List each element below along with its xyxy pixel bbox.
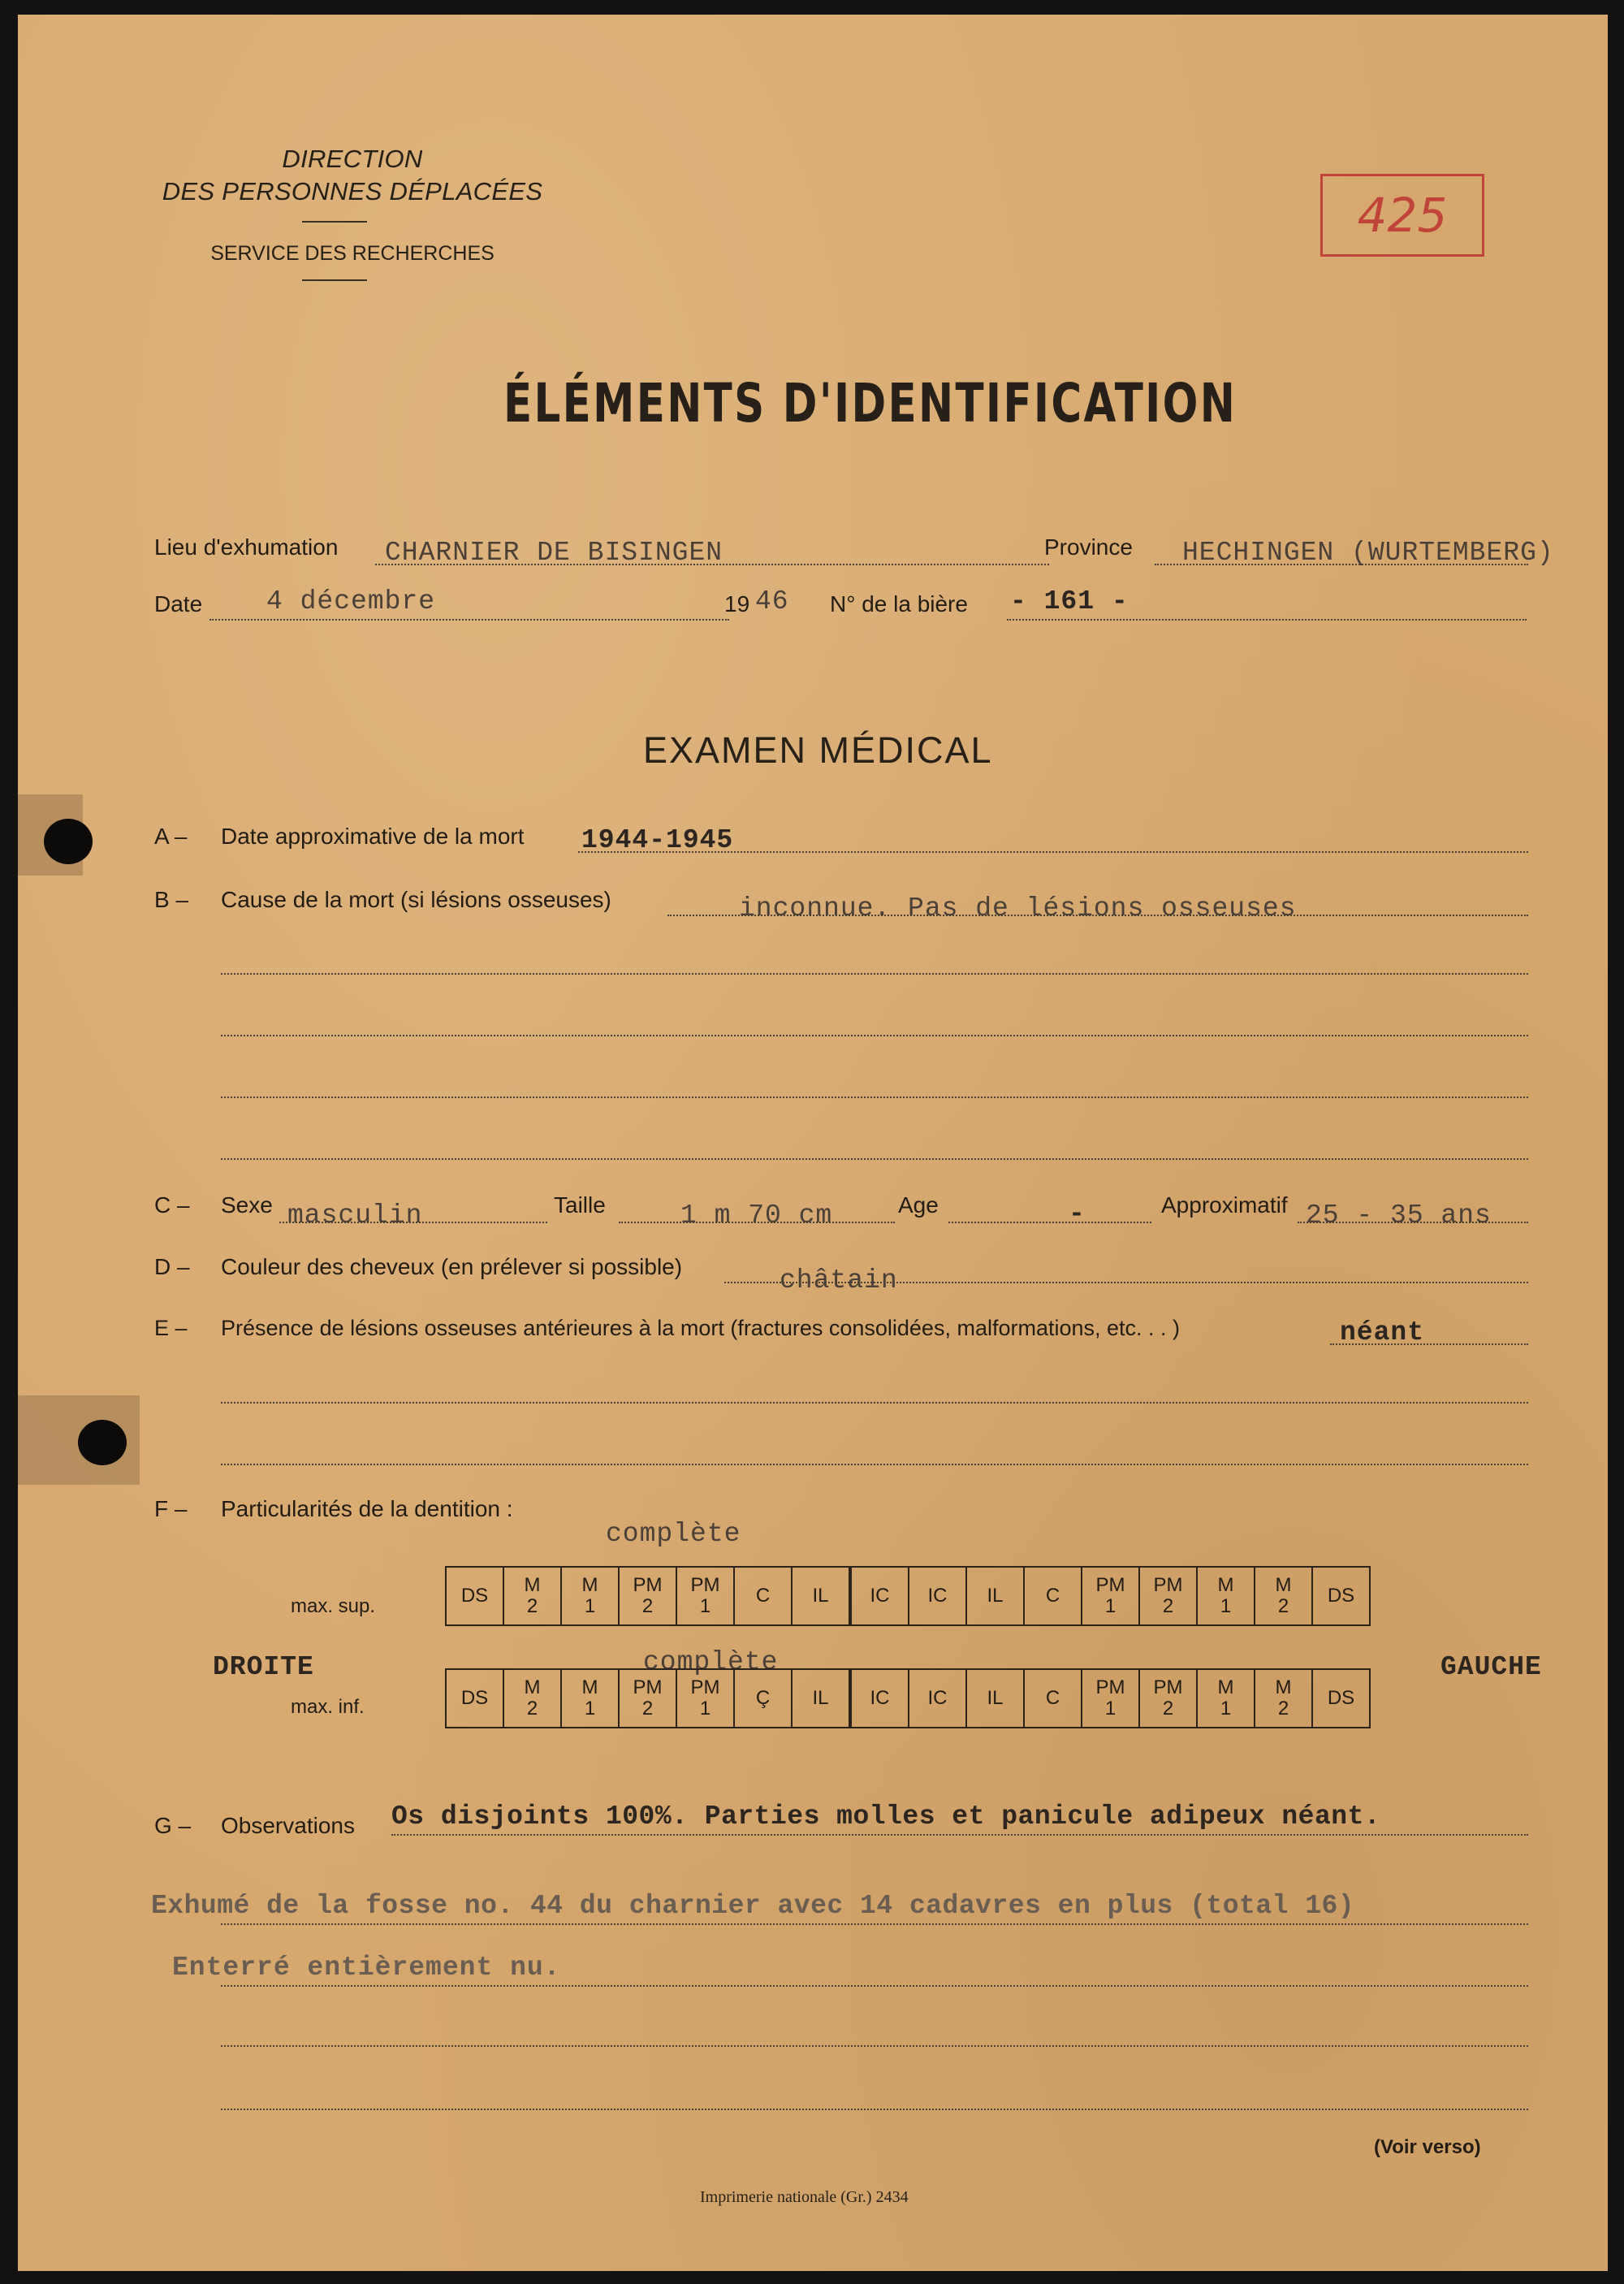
tooth-code: M [1275,1676,1292,1698]
tooth-cell [850,1669,909,1728]
lieu-value: CHARNIER DE BISINGEN [385,538,723,568]
tooth-code: PM [690,1574,720,1596]
section-b-dotline-2 [221,973,1528,975]
age-label: Age [898,1192,939,1218]
age-value: - [1069,1199,1086,1229]
section-e-value: néant [1340,1317,1425,1347]
lower-teeth-row [446,1669,1370,1728]
taille-value: 1 m 70 cm [680,1200,833,1231]
header-direction: DIRECTION [282,145,423,173]
tooth-number: 1 [699,1698,711,1719]
exam-title: EXAMEN MÉDICAL [643,729,993,771]
tooth-number: 1 [584,1698,596,1719]
tooth-cell [1197,1669,1255,1728]
tooth-code: IL [812,1585,829,1607]
section-g-dotline-5 [221,2109,1528,2110]
tooth-cell [446,1669,503,1728]
lower-dentition-note: complète [643,1647,779,1677]
tooth-cell [446,1567,503,1625]
tooth-code: DS [1327,1687,1355,1709]
tooth-number: 1 [1220,1698,1232,1719]
tooth-number: 2 [1162,1595,1174,1617]
tooth-code: IC [927,1687,948,1709]
section-e-dotline-2 [221,1402,1528,1404]
sexe-label: Sexe [221,1192,273,1218]
sexe-value: masculin [287,1200,423,1231]
section-g-dotline-3 [221,1985,1528,1987]
section-b-label: Cause de la mort (si lésions osseuses) [221,887,611,912]
province-value: HECHINGEN (WURTEMBERG) [1182,538,1554,568]
binder-hole-upper [44,819,93,864]
section-a-letter: A – [154,824,188,849]
observation-line-2: Exhumé de la fosse no. 44 du charnier avec 14 cadavres en plus (total 16) [151,1891,1355,1921]
section-d-value: châtain [780,1265,898,1296]
section-g-dotline-1 [391,1834,1528,1836]
approximatif-label: Approximatif [1161,1192,1288,1218]
tooth-cell [1024,1567,1082,1625]
header-rule-2 [302,279,367,281]
tooth-code: C [1045,1585,1060,1607]
tooth-cell [561,1567,619,1625]
biere-label: N° de la bière [830,591,968,616]
section-e-dotline-3 [221,1464,1528,1465]
section-b-value: inconnue. Pas de lésions osseuses [739,893,1297,924]
stamp-number: 425 [1320,174,1484,257]
approximatif-value: 25 - 35 ans [1306,1200,1492,1231]
tooth-code: IL [987,1687,1004,1709]
tooth-cell [1139,1567,1197,1625]
section-d-label: Couleur des cheveux (en prélever si possible) [221,1254,683,1279]
tooth-number: 1 [699,1595,711,1617]
tooth-cell [966,1567,1024,1625]
age-dotline [948,1222,1151,1223]
gauche-label: GAUCHE [1440,1652,1542,1682]
tooth-cell [1082,1567,1139,1625]
tooth-code: M [1217,1574,1234,1596]
tooth-code: M [581,1676,598,1698]
tooth-number: 2 [641,1595,654,1617]
tooth-number: 2 [526,1595,538,1617]
tooth-code: C [1045,1687,1060,1709]
tooth-cell [676,1567,734,1625]
province-label: Province [1044,534,1133,560]
document-page [18,15,1608,2271]
tooth-code: C [755,1585,771,1607]
tooth-number: 2 [641,1698,654,1719]
tooth-cell [503,1669,561,1728]
tooth-code: IC [870,1687,890,1709]
tooth-code: M [581,1574,598,1596]
observation-line-1: Os disjoints 100%. Parties molles et panicule adipeux néant. [391,1802,1381,1832]
tooth-cell [619,1669,676,1728]
tooth-number: 2 [526,1698,538,1719]
tooth-number: 2 [1277,1698,1289,1719]
tooth-code: M [524,1676,541,1698]
tooth-number: 1 [1220,1595,1232,1617]
tooth-code: DS [460,1687,489,1709]
section-b-dotline-3 [221,1035,1528,1036]
tooth-cell [1312,1669,1370,1728]
tooth-cell [1255,1669,1312,1728]
taille-label: Taille [554,1192,606,1218]
tooth-cell [1139,1669,1197,1728]
tooth-code: PM [633,1676,663,1698]
tooth-cell [734,1567,792,1625]
tooth-cell [1197,1567,1255,1625]
header-rule-1 [302,221,367,223]
tooth-code: PM [1153,1574,1183,1596]
tooth-cell [850,1567,909,1625]
header-service: SERVICE DES RECHERCHES [210,242,495,265]
voir-verso: (Voir verso) [1374,2136,1481,2158]
tooth-code: IL [987,1585,1004,1607]
upper-dentition-note: complète [606,1519,741,1549]
tooth-code: M [524,1574,541,1596]
section-g-dotline-4 [221,2045,1528,2047]
tooth-code: DS [1327,1585,1355,1607]
tooth-cell [676,1669,734,1728]
tooth-cell [1312,1567,1370,1625]
header-personnes-deplacees: DES PERSONNES DÉPLACÉES [162,177,543,205]
section-b-dotline-5 [221,1158,1528,1160]
binder-hole-lower [78,1420,127,1465]
printer-footer: Imprimerie nationale (Gr.) 2434 [700,2188,909,2206]
tooth-cell [561,1669,619,1728]
biere-value: - 161 - [1010,586,1129,616]
section-d-letter: D – [154,1254,190,1279]
section-b-dotline-4 [221,1097,1528,1098]
observation-line-3: Enterré entièrement nu. [172,1953,561,1983]
date-value: 4 décembre [266,586,436,616]
section-g-letter: G – [154,1813,192,1838]
tooth-cell [792,1567,850,1625]
upper-teeth-row [446,1567,1370,1625]
tooth-code: IC [870,1585,890,1607]
section-c-letter: C – [154,1192,190,1218]
tooth-cell [792,1669,850,1728]
tooth-cell [503,1567,561,1625]
section-e-label: Présence de lésions osseuses antérieures à la mort (fractures consolidées, malformations, etc. . . ) [221,1316,1181,1340]
date-label: Date [154,591,203,616]
lower-jaw-label: max. inf. [291,1696,365,1718]
lieu-label: Lieu d'exhumation [154,534,339,560]
tooth-code: PM [1095,1676,1125,1698]
tooth-cell [734,1669,792,1728]
tooth-cell [1255,1567,1312,1625]
biere-dotline [1007,619,1527,621]
section-f-label: Particularités de la dentition : [221,1496,513,1521]
lower-teeth-chart [445,1668,1371,1728]
tooth-code: PM [1153,1676,1183,1698]
tooth-number: 1 [584,1595,596,1617]
tooth-code: IL [812,1687,829,1709]
droite-label: DROITE [213,1652,314,1682]
section-g-label: Observations [221,1813,355,1838]
tooth-cell [909,1567,966,1625]
tooth-number: 2 [1277,1595,1289,1617]
tooth-code: PM [633,1574,663,1596]
tooth-code: M [1217,1676,1234,1698]
tooth-number: 1 [1104,1595,1116,1617]
section-e-letter: E – [154,1316,188,1340]
section-f-letter: F – [154,1496,188,1521]
upper-teeth-chart [445,1566,1371,1626]
upper-jaw-label: max. sup. [291,1595,376,1617]
section-g-dotline-2 [221,1923,1528,1925]
tooth-cell [1082,1669,1139,1728]
section-a-label: Date approximative de la mort [221,824,525,849]
section-b-letter: B – [154,887,189,912]
tooth-cell [1024,1669,1082,1728]
year-value: 46 [755,586,789,616]
tooth-cell [966,1669,1024,1728]
tooth-code: M [1275,1574,1292,1596]
page-title: ÉLÉMENTS D'IDENTIFICATION [503,372,1237,435]
tooth-code: Ç [755,1687,771,1709]
tooth-code: PM [690,1676,720,1698]
tooth-number: 1 [1104,1698,1116,1719]
tooth-code: IC [927,1585,948,1607]
tooth-code: PM [1095,1574,1125,1596]
tooth-code: DS [460,1585,489,1607]
tooth-cell [909,1669,966,1728]
section-a-value: 1944-1945 [581,825,734,855]
tooth-cell [619,1567,676,1625]
year-prefix: 19 [724,591,750,616]
date-dotline [209,619,729,621]
tooth-number: 2 [1162,1698,1174,1719]
